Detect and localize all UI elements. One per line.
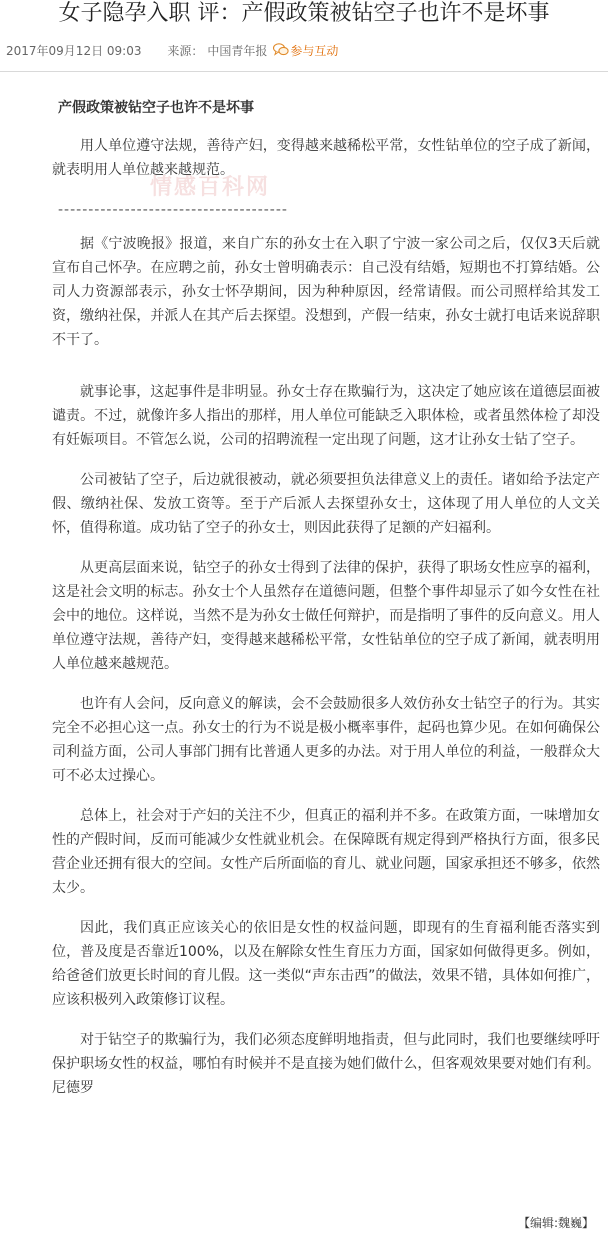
article-paragraph: 据《宁波晚报》报道，来自广东的孙女士在入职了宁波一家公司之后，仅仅3天后就宣布自己怀孕。在应聘之前，孙女士曾明确表示：自己没有结婚，短期也不打算结婚。公司人力资源部表示，孙女士怀孕期间，因为种种原因，经常请假。而公司照样给其发工资，缴纳社保，并派人在其产后去探望。没想到，产假一结束，孙女士就打电话来说辞职不干了。 [52, 236, 600, 348]
site-watermark: 情感百科网 [150, 175, 271, 200]
source-label: 来源： [167, 44, 204, 58]
article-paragraph: 就事论事，这起事件是非明显。孙女士存在欺骗行为，这决定了她应该在道德层面被谴责。不过，就像许多人指出的那样，用人单位可能缺乏入职体检，或者虽然体检了却没有妊娠项目。不管怎么说，公司的招聘流程一定出现了问题，这才让孙女士钻了空子。 [52, 384, 600, 448]
publish-datetime: 2017年09月12日 09:03 [6, 44, 142, 58]
article-lead: 用人单位遵守法规，善待产妇，变得越来越稀松平常，女性钻单位的空子成了新闻，就表明用人单位越来越规范。 [52, 138, 600, 178]
chat-bubble-icon [273, 43, 289, 60]
source-name: 中国青年报 [207, 44, 268, 58]
article-paragraph: 公司被钻了空子，后边就很被动，就必须要担负法律意义上的责任。诸如给予法定产假、缴纳社保、发放工资等。至于产后派人去探望孙女士，这体现了用人单位的人文关怀，值得称道。成功钻了空子的孙女士，则因此获得了足额的产妇福利。 [52, 472, 600, 536]
article-body [52, 96, 600, 1116]
article-paragraph: 从更高层面来说，钻空子的孙女士得到了法律的保护，获得了职场女性应享的福利，这是社会文明的标志。孙女士个人虽然存在道德问题，但整个事件却显示了如今女性在社会中的地位。这样说，当然不是为孙女士做任何辩护，而是指明了事件的反向意义。用人单位遵守法规，善待产妇，变得越来越稀松平常，女性钻单位的空子成了新闻，就表明用人单位越来越规范。 [52, 560, 600, 672]
participate-interact-label: 参与互动 [290, 44, 339, 58]
article-paragraph: 也许有人会问，反向意义的解读，会不会鼓励很多人效仿孙女士钻空子的行为。其实完全不必担心这一点。孙女士的行为不说是极小概率事件，起码也算少见。在如何确保公司利益方面，公司人事部门拥有比普通人更多的办法。对于用人单位的利益，一般群众大可不必太过操心。 [52, 696, 600, 784]
dashed-separator: -------------------------------------- [58, 202, 288, 218]
article-subhead: 产假政策被钻空子也许不是坏事 [58, 100, 254, 116]
header-divider [0, 71, 608, 72]
page-title: 女子隐孕入职 评：产假政策被钻空子也许不是坏事 [58, 1, 550, 26]
article-paragraph: 总体上，社会对于产妇的关注不少，但真正的福利并不多。在政策方面，一味增加女性的产假时间，反而可能减少女性就业机会。在保障既有规定得到严格执行方面，很多民营企业还拥有很大的空间。女性产后所面临的育儿、就业问题，国家承担还不够多，依然太少。 [52, 808, 600, 896]
article-meta [6, 42, 342, 60]
article-paragraph: 因此，我们真正应该关心的依旧是女性的权益问题，即现有的生育福利能否落实到位，普及度是否靠近100%，以及在解除女性生育压力方面，国家如何做得更多。例如，给爸爸们放更长时间的育儿假。这一类似“声东击西”的做法，效果不错，具体如何推广，应该积极列入政策修订议程。 [52, 920, 600, 1008]
participate-interact-link[interactable] [273, 44, 342, 58]
editor-credit: 【编辑:魏巍】 [517, 1216, 594, 1230]
article-paragraph: 对于钻空子的欺骗行为，我们必须态度鲜明地指责，但与此同时，我们也要继续呼吁保护职场女性的权益，哪怕有时候并不是直接为她们做什么，但客观效果要对她们有利。尼德罗 [52, 1032, 600, 1096]
